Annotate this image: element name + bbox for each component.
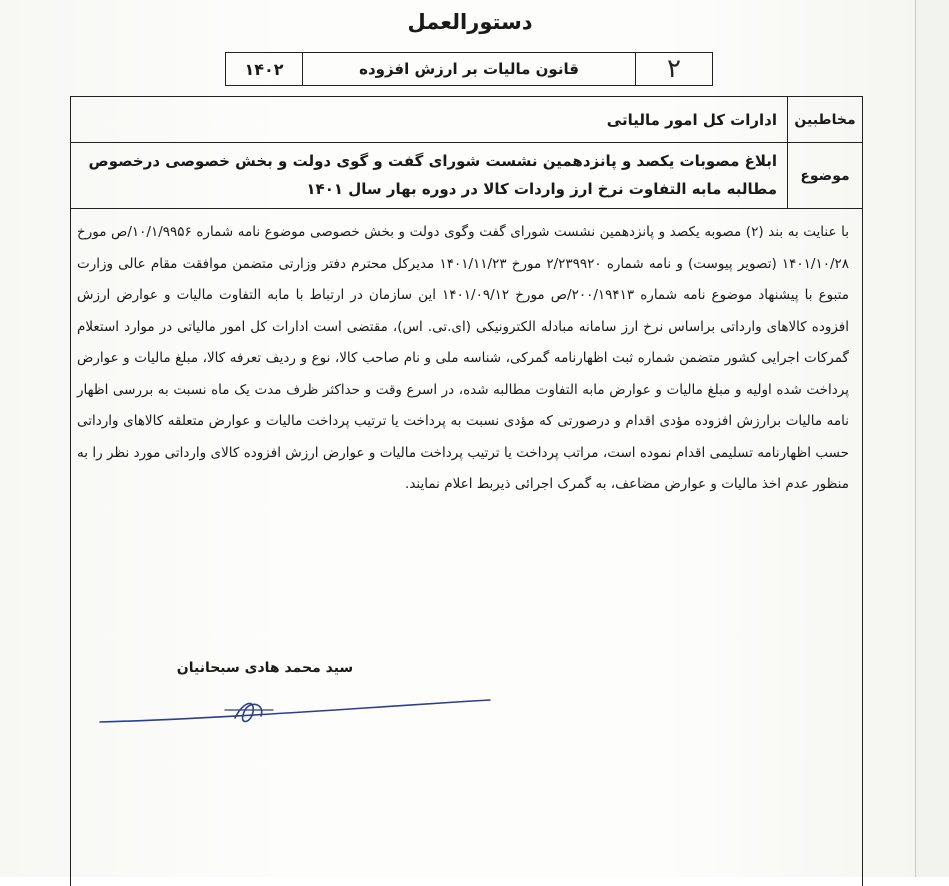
recipients-row [71,97,862,143]
recipients-label: مخاطبین [787,97,862,142]
body-paragraph: با عنایت به بند (۲) مصوبه یکصد و پانزدهمین نشست شورای گفت وگوی دولت و بخش خصوصی موضوع نامه شماره ۱۰/۱/۹۹۵۶/ص مورخ ۱۴۰۱/۱۰/۲۸ (تصویر پیوست) و نامه شماره ۲/۲۳۹۹۲۰ مورخ ۱۴۰۱/۱۱/۲۳ مدیرکل محترم دفتر وزارتی متضمن موافقت مقام عالی وزارت متبوع با پیشنهاد موضوع نامه شماره ۲۰۰/۱۹۴۱۳/ص مورخ ۱۴۰۱/۰۹/۱۲ این سازمان در ارتباط با مابه التفاوت مالیات و عوارض ارزش افزوده کالاهای وارداتی براساس نرخ ارز سامانه مبادله الکترونیکی (ای.تی. اس)، مقتضی است ادارات کل امور مالیاتی در موارد استعلام گمرکات اجرایی کشور متضمن شماره ثبت اظهارنامه گمرکی، شناسه ملی و نام صاحب کالا، نوع و ردیف تعرفه کالا، مبلغ مالیات و عوارض پرداخت شده اولیه و مبلغ مالیات و عوارض مابه التفاوت مطالبه شده، در اسرع وقت و حداکثر ظرف مدت یک ماه نسبت به بررسی اظهار نامه مالیات برارزش افزوده مؤدی اقدام و درصورتی که مؤدی نسبت به پرداخت یا ترتیب پرداخت مالیات و عوارض متعلقه کالاهای وارداتی حسب اظهارنامه تسلیمی اقدام نموده است، مراتب پرداخت یا ترتیب پرداخت مالیات و عوارض ارزش افزوده کالای وارداتی مورد نظر را به منظور عدم اخذ مالیات و عوارض مضاعف، به گمرک اجرائی ذیربط اعلام نمایند. [77,224,849,492]
subject-row [71,143,862,209]
subject-label: موضوع [787,143,862,208]
document-code-box [225,52,713,86]
handwritten-signature [95,690,495,740]
document-frame [70,96,863,886]
document-title: دستورالعمل [407,10,533,34]
signer-name: سید محمد هادی سبحانیان [176,660,354,676]
subject-value: ابلاغ مصوبات یکصد و پانزدهمین نشست شورای گفت و گوی دولت و بخش خصوصی درخصوص مطالبه مابه التفاوت نرخ ارز واردات کالا در دوره بهار سال ۱۴۰۱ [88,152,777,198]
instruction-year: ۱۴۰۲ [244,59,284,79]
instruction-number: ۲ [635,53,712,85]
law-name: قانون مالیات بر ارزش افزوده [302,53,635,85]
page-edge [915,0,949,877]
recipients-value: ادارات کل امور مالیاتی [606,110,777,129]
